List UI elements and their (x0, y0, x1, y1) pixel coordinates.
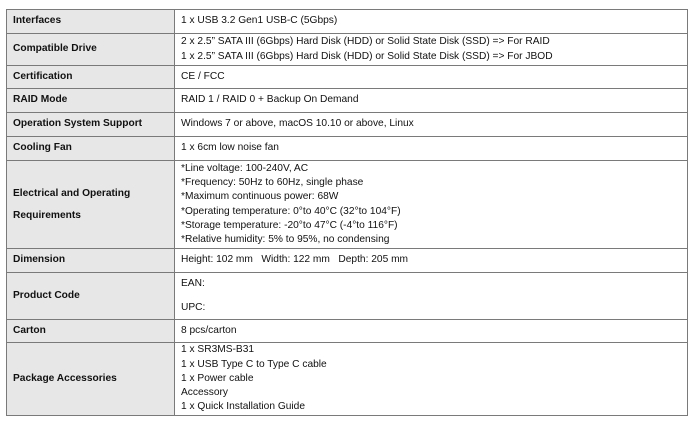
row-label-carton: Carton (7, 320, 175, 343)
row-label-package-accessories: Package Accessories (7, 343, 175, 416)
row-label-product-code: Product Code (7, 273, 175, 320)
row-value-certification (175, 66, 688, 89)
table-row (7, 34, 688, 66)
row-label-interfaces: Interfaces (7, 10, 175, 34)
row-value-raid-mode (175, 89, 688, 113)
row-label-dimension: Dimension (7, 249, 175, 273)
value-line: 1 x Power cable (181, 372, 254, 384)
value-line: *Operating temperature: 0°to 40°C (32°to 104°F) (181, 205, 401, 217)
table-row (7, 89, 688, 113)
value-line: 2 x 2.5” SATA III (6Gbps) Hard Disk (HDD) or Solid State Disk (SSD) => For RAID (181, 36, 550, 48)
value-line: 1 x 2.5” SATA III (6Gbps) Hard Disk (HDD) or Solid State Disk (SSD) => For JBOD (181, 50, 553, 62)
ean-label: EAN: (181, 278, 205, 290)
upc-label: UPC: (181, 301, 206, 313)
value-line: 8 pcs/carton (181, 324, 237, 336)
value-line: Accessory (181, 387, 228, 399)
value-line: RAID 1 / RAID 0 + Backup On Demand (181, 94, 359, 106)
value-line: 1 x Quick Installation Guide (181, 401, 306, 413)
value-line: 1 x USB Type C to Type C cable (181, 358, 327, 370)
label-line: Electrical and Operating (13, 187, 131, 199)
value-line: Windows 7 or above, macOS 10.10 or above, Linux (181, 118, 414, 130)
table-row (7, 273, 688, 320)
value-line: *Storage temperature: -20°to 47°C (-4°to 116°F) (181, 219, 398, 231)
value-line: *Line voltage: 100-240V, AC (181, 162, 309, 174)
value-line: 1 x SR3MS-B31 (181, 344, 255, 356)
row-label-raid-mode: RAID Mode (7, 89, 175, 113)
table-row (7, 161, 688, 249)
row-value-electrical (175, 161, 688, 249)
row-value-cooling-fan (175, 137, 688, 161)
table-row (7, 249, 688, 273)
spec-table (6, 9, 688, 416)
row-value-package-accessories (175, 343, 688, 416)
table-row (7, 10, 688, 34)
label-line: Requirements (13, 209, 81, 221)
row-label-cooling-fan: Cooling Fan (7, 137, 175, 161)
value-line: *Frequency: 50Hz to 60Hz, single phase (181, 176, 364, 188)
value-line: 1 x USB 3.2 Gen1 USB-C (5Gbps) (181, 15, 338, 27)
value-line: *Maximum continuous power: 68W (181, 191, 339, 203)
table-row (7, 343, 688, 416)
row-value-carton (175, 320, 688, 343)
row-value-compatible-drive (175, 34, 688, 66)
table-row (7, 113, 688, 137)
row-value-interfaces (175, 10, 688, 34)
value-line: CE / FCC (181, 70, 225, 82)
row-label-os-support: Operation System Support (7, 113, 175, 137)
row-value-product-code (175, 273, 688, 320)
row-label-certification: Certification (7, 66, 175, 89)
value-line: 1 x 6cm low noise fan (181, 142, 279, 154)
row-label-electrical (7, 161, 175, 249)
row-label-compatible-drive: Compatible Drive (7, 34, 175, 66)
table-row (7, 137, 688, 161)
value-line: Height: 102 mm Width: 122 mm Depth: 205 mm (181, 254, 409, 266)
row-value-dimension (175, 249, 688, 273)
value-line: *Relative humidity: 5% to 95%, no condensing (181, 234, 390, 246)
table-row (7, 320, 688, 343)
table-row (7, 66, 688, 89)
row-value-os-support (175, 113, 688, 137)
